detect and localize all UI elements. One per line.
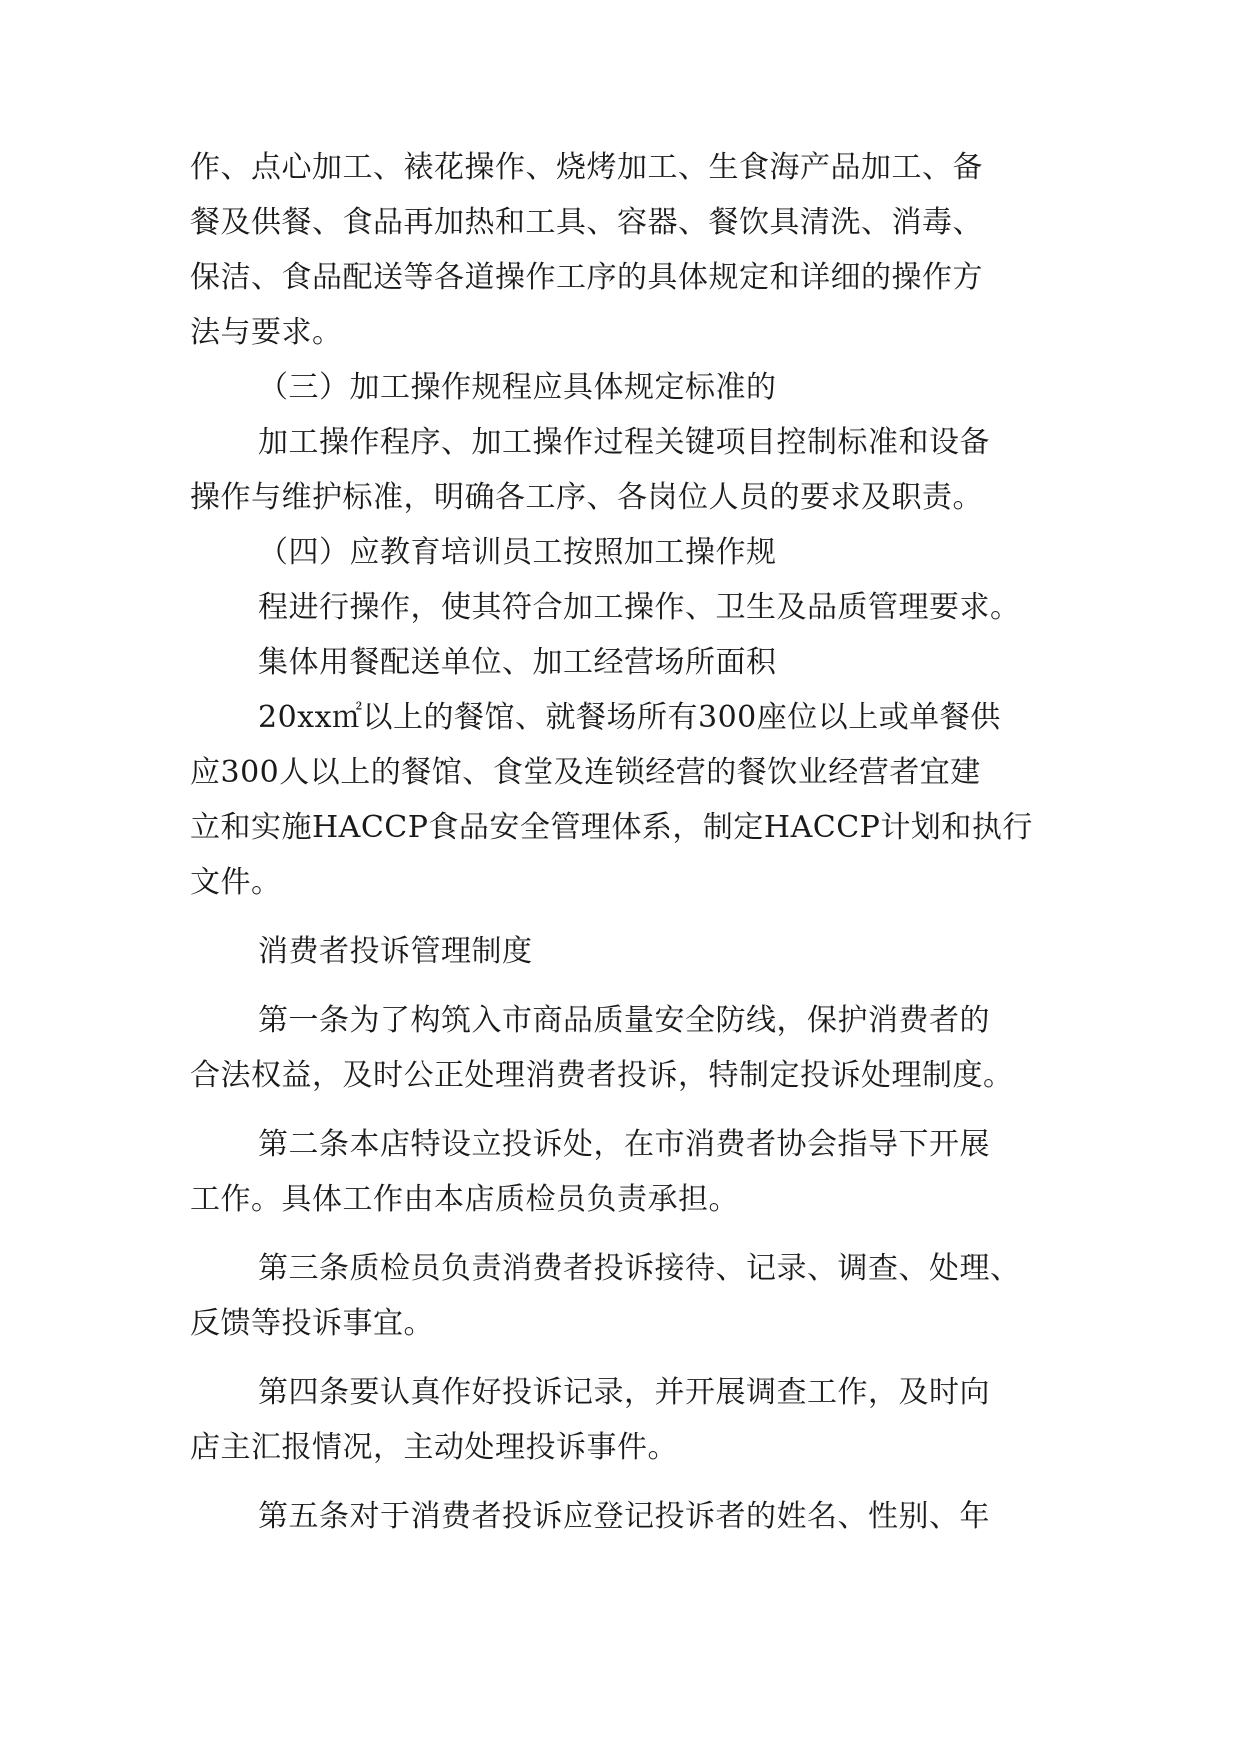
text-line: 第三条质检员负责消费者投诉接待、记录、调查、处理、 bbox=[258, 1251, 1021, 1286]
text-line: 应300人以上的餐馆、食堂及连锁经营的餐饮业经营者宜建 bbox=[190, 755, 981, 790]
text-line: 第二条本店特设立投诉处，在市消费者协会指导下开展 bbox=[258, 1127, 990, 1162]
text-line: 法与要求。 bbox=[190, 315, 343, 350]
text-line: 文件。 bbox=[190, 865, 282, 900]
text-line: 第四条要认真作好投诉记录，并开展调查工作，及时向 bbox=[258, 1375, 990, 1410]
text-line: 操作与维护标准，明确各工序、各岗位人员的要求及职责。 bbox=[190, 480, 983, 515]
text-line: 合法权益，及时公正处理消费者投诉，特制定投诉处理制度。 bbox=[190, 1058, 1014, 1093]
section-heading: 消费者投诉管理制度 bbox=[258, 934, 533, 969]
text-line: 反馈等投诉事宜。 bbox=[190, 1306, 434, 1341]
text-line: 餐及供餐、食品再加热和工具、容器、餐饮具清洗、消毒、 bbox=[190, 205, 983, 240]
text-line: 作、点心加工、裱花操作、烧烤加工、生食海产品加工、备 bbox=[190, 150, 983, 185]
text-line: （三）加工操作规程应具体规定标准的 bbox=[258, 370, 777, 405]
text-line: 集体用餐配送单位、加工经营场所面积 bbox=[258, 645, 777, 680]
text-line: 第五条对于消费者投诉应登记投诉者的姓名、性别、年 bbox=[258, 1499, 990, 1534]
text-line: 第一条为了构筑入市商品质量安全防线，保护消费者的 bbox=[258, 1003, 990, 1038]
text-line: （四）应教育培训员工按照加工操作规 bbox=[258, 535, 777, 570]
text-line: 加工操作程序、加工操作过程关键项目控制标准和设备 bbox=[258, 425, 990, 460]
text-line: 保洁、食品配送等各道操作工序的具体规定和详细的操作方 bbox=[190, 260, 983, 295]
text-line: 程进行操作，使其符合加工操作、卫生及品质管理要求。 bbox=[258, 590, 1021, 625]
text-line: 工作。具体工作由本店质检员负责承担。 bbox=[190, 1182, 739, 1217]
text-line: 立和实施HACCP食品安全管理体系，制定HACCP计划和执行 bbox=[190, 810, 1033, 845]
text-line: 20xx㎡以上的餐馆、就餐场所有300座位以上或单餐供 bbox=[258, 700, 1001, 735]
text-line: 店主汇报情况，主动处理投诉事件。 bbox=[190, 1430, 678, 1465]
